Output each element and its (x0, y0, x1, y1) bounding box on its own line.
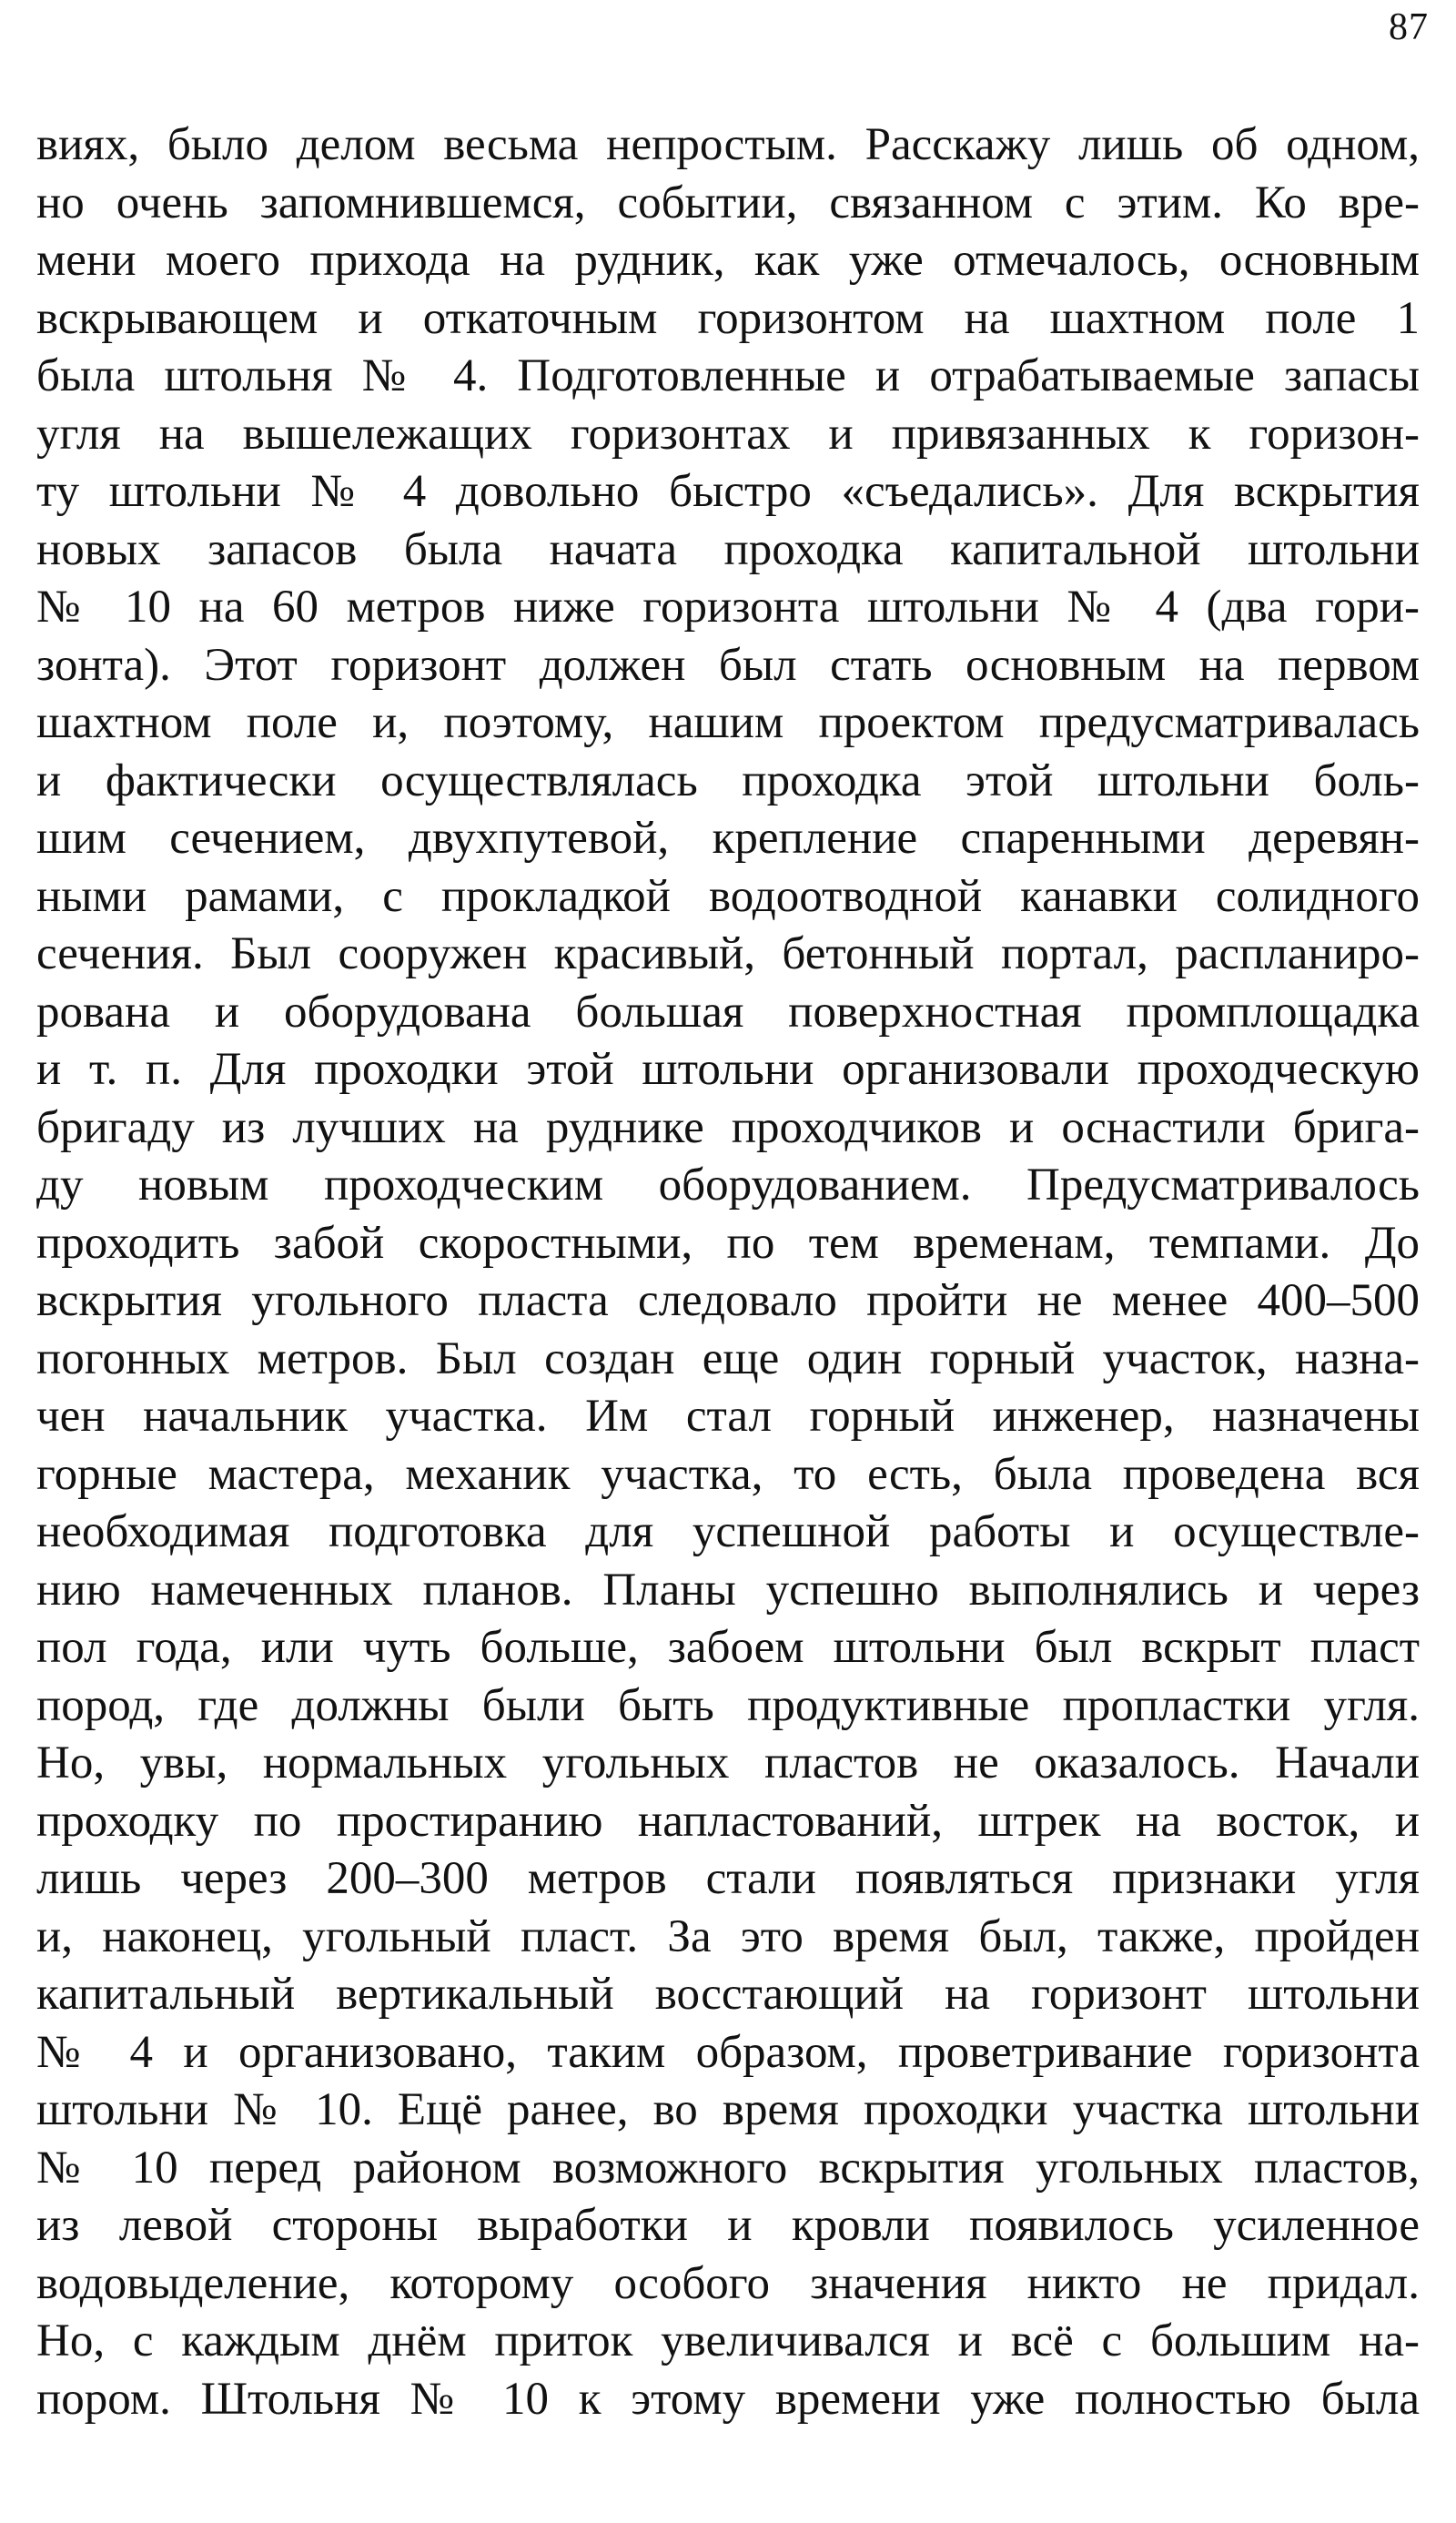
text-line: была штольня № 4. Подготовленные и отрабатываемые запасы (36, 350, 1420, 401)
text-line: шахтном поле и, поэтому, нашим проектом предусматривалась (36, 697, 1420, 748)
text-line: проходку по простиранию напластований, штрек на восток, и (36, 1795, 1420, 1847)
text-line: шим сечением, двухпутевой, крепление спаренными деревян- (36, 813, 1420, 864)
text-line: бригаду из лучших на руднике проходчиков и оснастили брига- (36, 1101, 1420, 1153)
text-line: пором. Штольня № 10 к этому времени уже полностью была (36, 2373, 1420, 2425)
text-line: необходимая подготовка для успешной работы и осуществле- (36, 1506, 1420, 1557)
text-line: штольни № 10. Ещё ранее, во время проходки участка штольни (36, 2084, 1420, 2135)
text-line: ными рамами, с прокладкой водоотводной канавки солидного (36, 870, 1420, 922)
text-line: капитальный вертикальный восстающий на горизонт штольни (36, 1969, 1420, 2020)
body-text (36, 117, 1420, 2428)
text-line: № 10 перед районом возможного вскрытия угольных пластов, (36, 2142, 1420, 2194)
text-line: рована и оборудована большая поверхностная промплощадка (36, 986, 1420, 1038)
text-line: пород, где должны были быть продуктивные пропластки угля. (36, 1679, 1420, 1731)
text-line: лишь через 200–300 метров стали появляться признаки угля (36, 1853, 1420, 1904)
text-line: нию намеченных планов. Планы успешно выполнялись и через (36, 1564, 1420, 1616)
text-line: № 4 и организовано, таким образом, проветривание горизонта (36, 2026, 1420, 2078)
text-line: ту штольни № 4 довольно быстро «съедались». Для вскрытия (36, 466, 1420, 517)
text-line: горные мастера, механик участка, то есть, была проведена вся (36, 1448, 1420, 1500)
text-line: и т. п. Для проходки этой штольни организовали проходческую (36, 1044, 1420, 1095)
text-line: пол года, или чуть больше, забоем штольни был вскрыт пласт (36, 1622, 1420, 1673)
page-number: 87 (1389, 6, 1429, 48)
text-line: но очень запомнившемся, событии, связанном с этим. Ко вре- (36, 177, 1420, 228)
text-line: водовыделение, которому особого значения никто не придал. (36, 2257, 1420, 2309)
text-line: угля на вышележащих горизонтах и привязанных к горизон- (36, 408, 1420, 460)
text-line: Но, увы, нормальных угольных пластов не оказалось. Начали (36, 1738, 1420, 1788)
text-line: из левой стороны выработки и кровли появилось усиленное (36, 2200, 1420, 2251)
text-line: № 10 на 60 метров ниже горизонта штольни № 4 (два гори- (36, 582, 1420, 633)
text-line: чен начальник участка. Им стал горный инженер, назначены (36, 1391, 1420, 1442)
text-line: вскрывающем и откаточным горизонтом на шахтном поле 1 (36, 292, 1420, 344)
text-line: ду новым проходческим оборудованием. Предусматривалось (36, 1160, 1420, 1211)
text-line: и фактически осуществлялась проходка этой штольни боль- (36, 755, 1420, 806)
text-line: погонных метров. Был создан еще один горный участок, назна- (36, 1332, 1420, 1384)
text-line: виях, было делом весьма непростым. Расскажу лишь об одном, (36, 119, 1420, 170)
text-line: зонта). Этот горизонт должен был стать основным на первом (36, 639, 1420, 691)
text-line: проходить забой скоростными, по тем временам, темпами. До (36, 1217, 1420, 1269)
text-line: вскрытия угольного пласта следовало пройти не менее 400–500 (36, 1275, 1420, 1326)
text-line: сечения. Был сооружен красивый, бетонный портал, распланиро- (36, 928, 1420, 979)
text-line: Но, с каждым днём приток увеличивался и всё с большим на- (36, 2315, 1420, 2366)
text-line: и, наконец, угольный пласт. За это время был, также, пройден (36, 1910, 1420, 1962)
text-line: мени моего прихода на рудник, как уже отмечалось, основным (36, 235, 1420, 286)
text-line: новых запасов была начата проходка капитальной штольни (36, 523, 1420, 575)
